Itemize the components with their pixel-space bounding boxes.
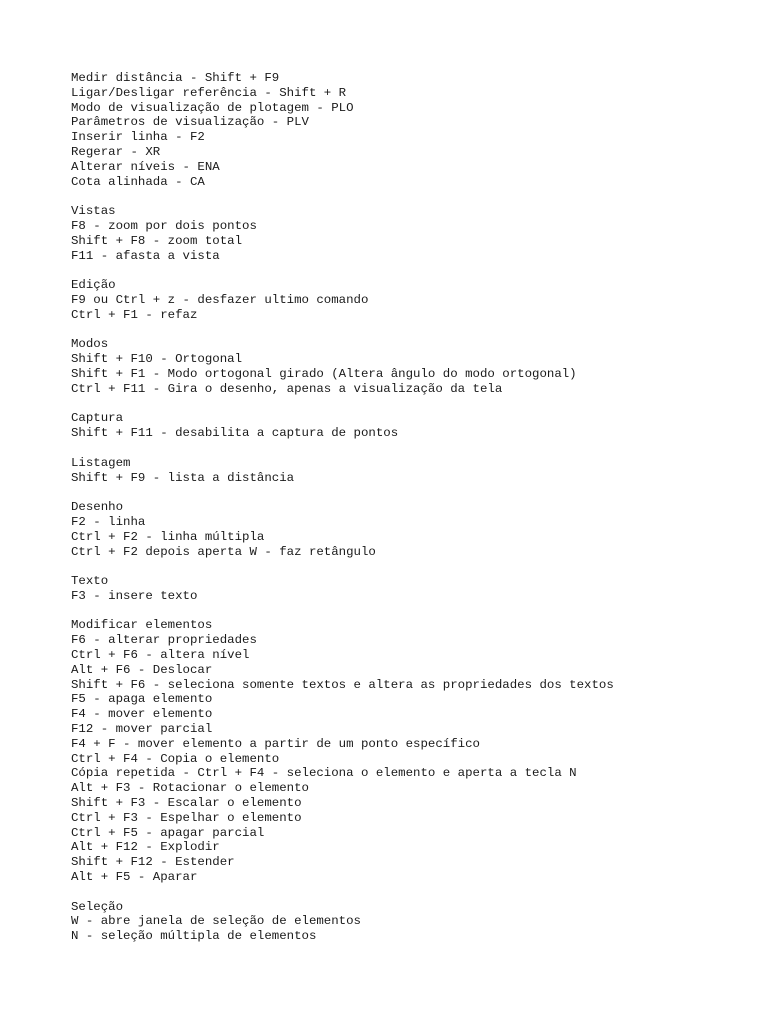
shortcut-line: F4 + F - mover elemento a partir de um ponto específico — [71, 736, 480, 751]
shortcut-line: Shift + F6 - seleciona somente textos e altera as propriedades dos textos — [71, 677, 614, 692]
shortcut-line: F8 - zoom por dois pontos — [71, 218, 257, 233]
shortcut-section — [71, 411, 751, 441]
shortcut-line: Ctrl + F4 - Copia o elemento — [71, 751, 280, 766]
shortcut-line: F9 ou Ctrl + z - desfazer ultimo comando — [71, 292, 369, 307]
shortcut-line: Ctrl + F11 - Gira o desenho, apenas a visualização da tela — [71, 381, 503, 396]
shortcut-line: Shift + F10 - Ortogonal — [71, 352, 243, 367]
section-heading: Modificar elementos — [71, 618, 213, 633]
shortcut-line: F4 - mover elemento — [71, 707, 213, 722]
section-heading: Modos — [71, 337, 109, 352]
shortcut-line: F3 - insere texto — [71, 588, 198, 603]
shortcut-line: Shift + F9 - lista a distância — [71, 470, 295, 485]
shortcut-line: F11 - afasta a vista — [71, 248, 220, 263]
shortcut-line: Medir distância - Shift + F9 — [71, 71, 280, 85]
shortcut-section — [71, 278, 751, 322]
shortcut-section — [71, 456, 751, 486]
section-heading: Captura — [71, 411, 124, 426]
shortcut-line: Ctrl + F2 depois aperta W - faz retângulo — [71, 544, 376, 559]
shortcut-section — [71, 204, 751, 263]
section-heading: Desenho — [71, 500, 124, 515]
shortcut-line: Alt + F12 - Explodir — [71, 840, 220, 855]
shortcut-line: Alt + F5 - Aparar — [71, 870, 198, 885]
shortcut-line: Inserir linha - F2 — [71, 130, 205, 145]
shortcut-line: Alt + F6 - Deslocar — [71, 662, 213, 677]
shortcut-line: Shift + F3 - Escalar o elemento — [71, 796, 302, 811]
shortcut-section — [71, 900, 751, 944]
shortcut-line: Ctrl + F1 - refaz — [71, 307, 198, 322]
shortcut-line: Shift + F11 - desabilita a captura de pontos — [71, 426, 399, 441]
section-heading: Texto — [71, 574, 109, 589]
shortcut-line: F6 - alterar propriedades — [71, 633, 257, 648]
document-page — [71, 71, 751, 944]
section-heading: Vistas — [71, 204, 116, 219]
shortcut-line: Ctrl + F6 - altera nível — [71, 648, 250, 663]
shortcut-line: Alterar níveis - ENA — [71, 159, 220, 174]
shortcut-line: Alt + F3 - Rotacionar o elemento — [71, 781, 309, 796]
shortcut-section — [71, 574, 751, 604]
section-heading: Seleção — [71, 899, 124, 914]
shortcut-line: Modo de visualização de plotagem - PLO — [71, 100, 354, 115]
shortcut-line: Ligar/Desligar referência - Shift + R — [71, 85, 347, 100]
shortcut-line: Shift + F1 - Modo ortogonal girado (Altera ângulo do modo ortogonal) — [71, 366, 577, 381]
shortcut-section — [71, 500, 751, 559]
shortcut-line: Regerar - XR — [71, 144, 161, 159]
shortcut-line: Cópia repetida - Ctrl + F4 - seleciona o elemento e aperta a tecla N — [71, 766, 577, 781]
shortcut-line: F5 - apaga elemento — [71, 692, 213, 707]
shortcut-line: W - abre janela de seleção de elementos — [71, 914, 361, 929]
shortcut-line: F12 - mover parcial — [71, 722, 213, 737]
section-heading: Listagem — [71, 455, 131, 470]
shortcut-line: Cota alinhada - CA — [71, 174, 205, 189]
shortcut-line: Shift + F8 - zoom total — [71, 233, 243, 248]
shortcut-line: Ctrl + F5 - apagar parcial — [71, 825, 265, 840]
shortcut-section — [71, 337, 751, 396]
shortcut-line: Ctrl + F2 - linha múltipla — [71, 529, 265, 544]
shortcut-line: Ctrl + F3 - Espelhar o elemento — [71, 810, 302, 825]
shortcut-line: Shift + F12 - Estender — [71, 855, 235, 870]
shortcut-section — [71, 71, 751, 189]
shortcut-line: F2 - linha — [71, 514, 146, 529]
shortcut-line: N - seleção múltipla de elementos — [71, 929, 317, 944]
section-heading: Edição — [71, 278, 116, 293]
shortcut-line: Parâmetros de visualização - PLV — [71, 115, 309, 130]
shortcut-section — [71, 618, 751, 884]
